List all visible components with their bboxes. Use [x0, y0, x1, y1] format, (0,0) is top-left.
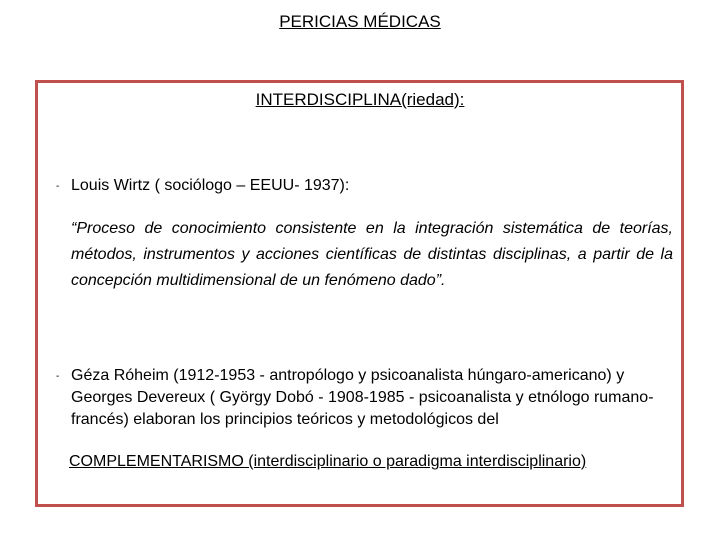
- wirtz-heading: Louis Wirtz ( sociólogo – EEUU- 1937):: [71, 177, 350, 194]
- wirtz-quote: “Proceso de conocimiento consistente en la integración sistemática de teorías, métodos, instrumentos y acciones científicas de distintas disciplinas, a partir de la concepción multidimensional de un fenómeno dado”.: [71, 220, 673, 289]
- bullet-marker: -: [56, 371, 60, 382]
- page-title: PERICIAS MÉDICAS: [279, 12, 441, 31]
- roheim-devereux-paragraph: Géza Róheim (1912-1953 - antropólogo y psicoanalista húngaro-americano) y Georges Devereux ( György Dobó - 1908-1985 - psicoanalista y etnólogo rumano-francés) elaboran los principios teóricos y metodológicos del: [71, 367, 654, 428]
- section-title: INTERDISCIPLINA(riedad):: [255, 90, 465, 109]
- bullet-marker: -: [56, 181, 60, 192]
- complementarismo-heading: COMPLEMENTARISMO (interdisciplinario o paradigma interdisciplinario): [69, 453, 587, 470]
